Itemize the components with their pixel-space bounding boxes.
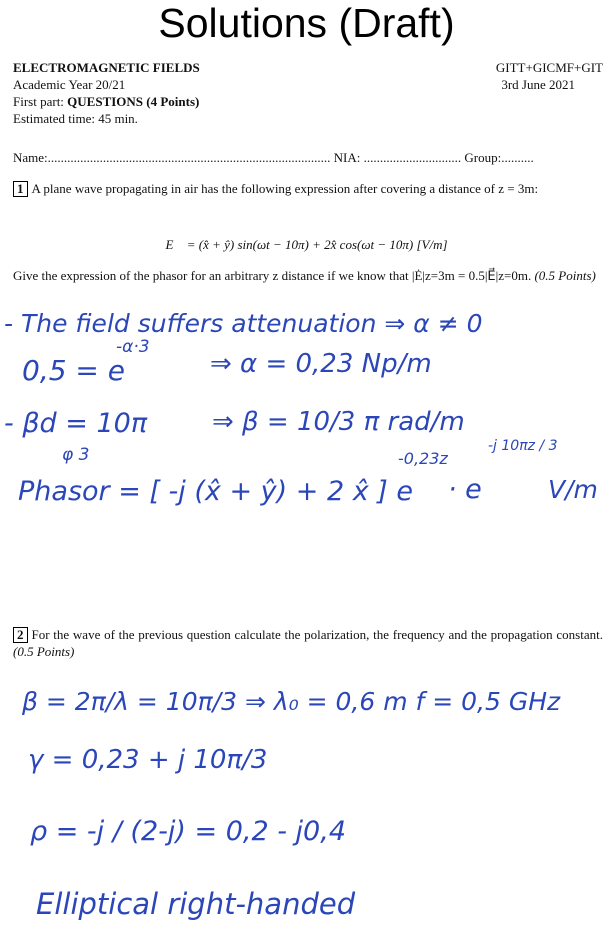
exam-date: 3rd June 2021 [501,77,575,92]
hw-polarization: Elliptical right-handed [36,887,356,921]
question-1-number: 1 [13,181,28,197]
academic-year: Academic Year 20/21 [13,77,126,92]
student-info-line: Name:....................................................................................... NIA: .............................. Group:.......... [13,150,534,165]
hw-wavelength: β = 2π/λ = 10π/3 ⇒ λ₀ = 0,6 m f = 0,5 GHz [22,687,561,716]
question-1-points: (0.5 Points) [534,268,596,283]
exam-part-prefix: First part: [13,94,68,109]
exam-part-title: QUESTIONS (4 Points) [67,94,200,109]
hw-phasor-exp2: -j 10πz / 3 [488,438,558,454]
hw-phasor: Phasor = [ -j (x̂ + ŷ) + 2 x̂ ] e [18,476,414,507]
hw-propagation-constant: γ = 0,23 + j 10π/3 [28,745,268,775]
question-1-ask-text: Give the expression of the phasor for an arbitrary z distance if we know that |Ė|z=3m = 0.5|E⃗|z=0m. [13,268,532,283]
hw-phasor-exp1: -0,23z [398,449,448,468]
question-2-text: For the wave of the previous question calculate the polarization, the frequency and the propagation constant. [31,627,603,642]
question-2-points: (0.5 Points) [13,643,75,659]
hw-beta-sub: φ 3 [62,445,90,465]
hw-beta-result: ⇒ β = 10/3 π rad/m [212,407,465,437]
hw-alpha-exp: -α·3 [116,337,150,357]
hw-alpha-eq: 0,5 = e [22,354,126,387]
course-title: ELECTROMAGNETIC FIELDS [13,60,200,75]
estimated-time: Estimated time: 45 min. [13,111,138,126]
hw-beta-d: - βd = 10π [4,408,148,439]
hw-polarization-ratio: ρ = -j / (2-j) = 0,2 - j0,4 [30,816,346,847]
question-1-equation: E⃗ = (x̂ + ŷ) sin(ωt − 10π) + 2x̂ cos(ωt − 10π) [V/m] [165,237,448,252]
degree-codes: GITT+GICMF+GIT [495,60,603,75]
question-1-text: A plane wave propagating in air has the following expression after covering a distance of z = 3m: [31,181,539,196]
hw-phasor-e2: · e [448,474,482,505]
solutions-banner: Solutions (Draft) [158,0,455,46]
hw-phasor-unit: V/m [548,475,598,504]
hw-alpha-result: ⇒ α = 0,23 Np/m [210,349,432,379]
hw-attenuation: - The field suffers attenuation ⇒ α ≠ 0 [4,309,483,338]
question-2-number: 2 [13,627,28,643]
